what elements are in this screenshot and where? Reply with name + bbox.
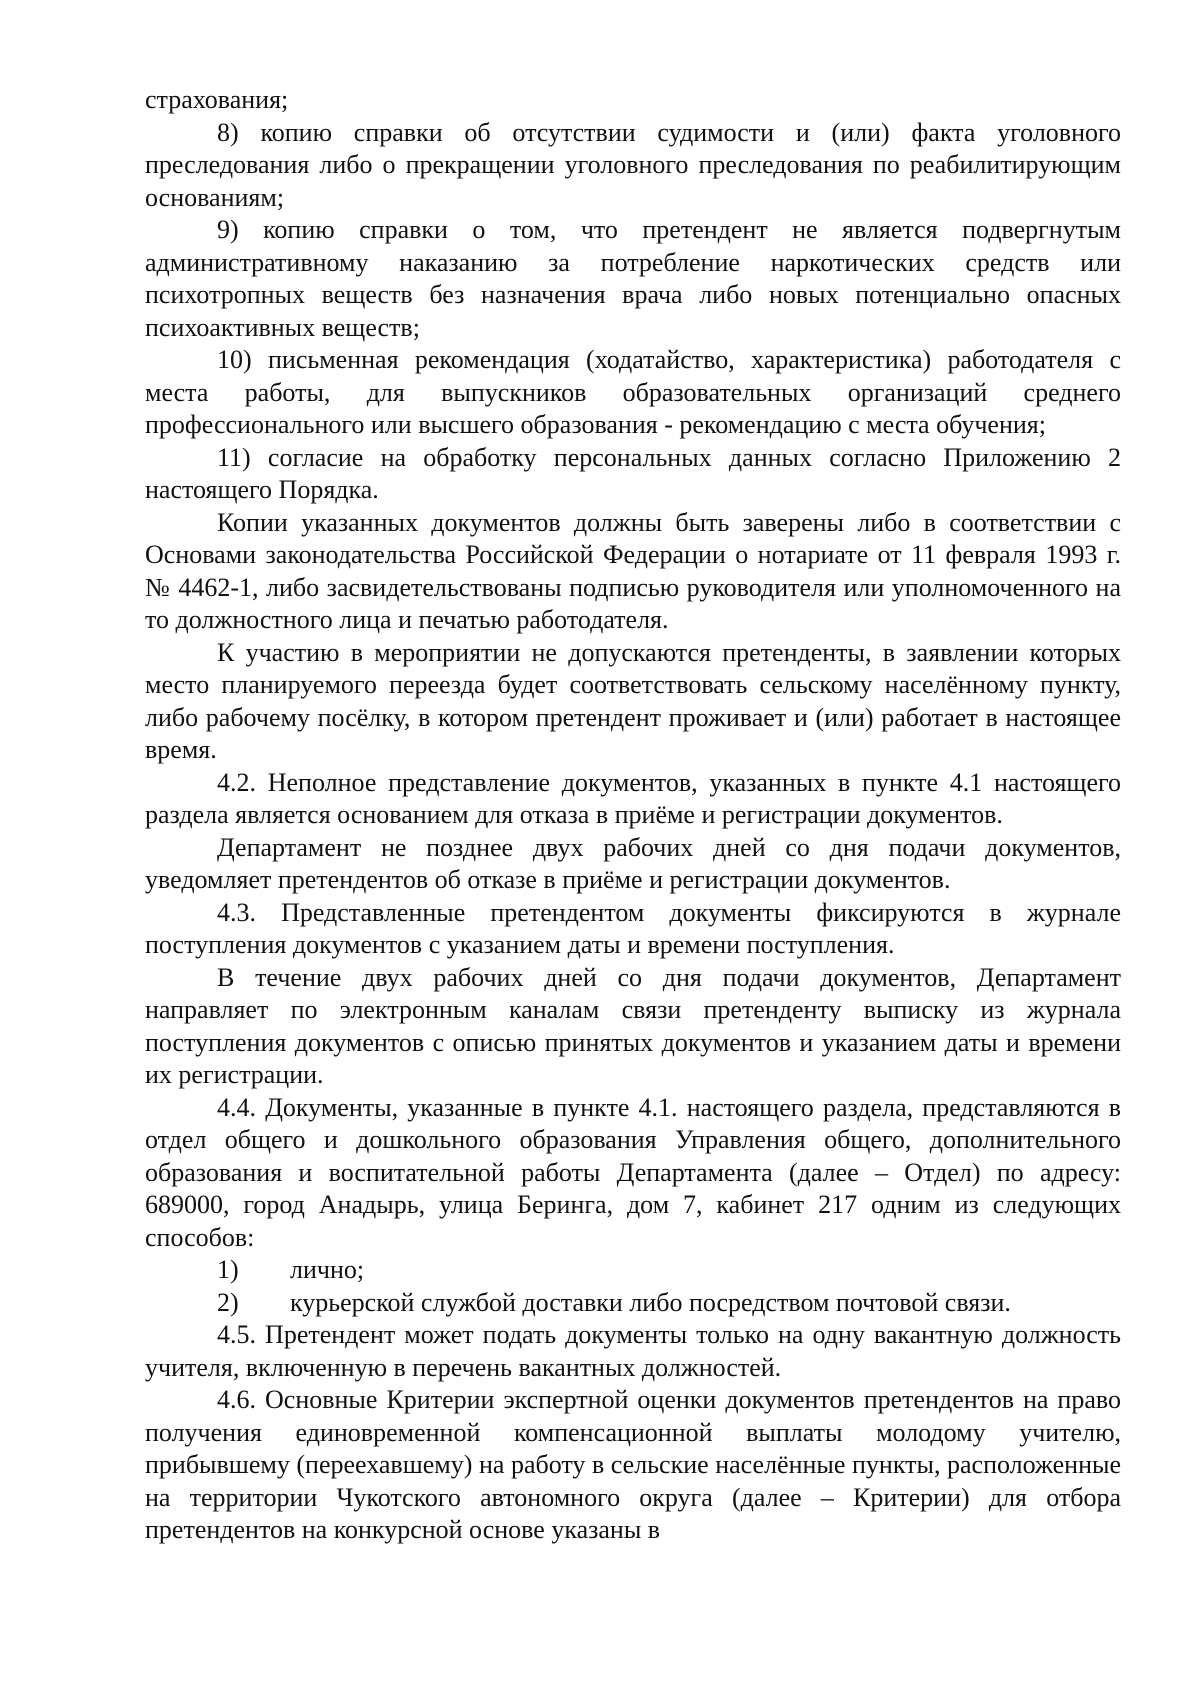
paragraph-section-4-4: 4.4. Документы, указанные в пункте 4.1. настоящего раздела, представляются в отдел общего и дошкольного образования Управления общего, дополнительного образования и воспитательной работы Департамента (далее – Отдел) по адресу: 689000, город Анадырь, улица Беринга, дом 7, кабинет 217 одним из следующих способов:: [145, 1092, 1121, 1252]
paragraph-department-notice: Департамент не позднее двух рабочих дней со дня подачи документов, уведомляет претендентов об отказе в приёме и регистрации документов.: [145, 832, 1121, 894]
paragraph-journal-extract: В течение двух рабочих дней со дня подачи документов, Департамент направляет по электронным каналам связи претенденту выписку из журнала поступления документов с описью принятых документов и указанием даты и времени их регистрации.: [145, 962, 1121, 1089]
paragraph-insurance-end: страхования;: [145, 85, 289, 114]
document-page: [145, 84, 1121, 1547]
paragraph-item-11: 11) согласие на обработку персональных данных согласно Приложению 2 настоящего Порядка.: [145, 442, 1121, 504]
list-item-number: 1): [217, 1255, 239, 1284]
paragraph-item-9: 9) копию справки о том, что претендент не является подвергнутым административному наказанию за потребление наркотических средств или психотропных веществ без назначения врача либо новых потенциально опасных психоактивных веществ;: [145, 215, 1121, 342]
paragraph-copies-certification: Копии указанных документов должны быть заверены либо в соответствии с Основами законодательства Российской Федерации о нотариате от 11 февраля 1993 г. № 4462-1, либо засвидетельствованы подписью руководителя или уполномоченного на то должностного лица и печатью работодателя.: [145, 507, 1121, 634]
list-item-number: 2): [217, 1287, 239, 1317]
paragraph-not-admitted: К участию в мероприятии не допускаются претенденты, в заявлении которых место планируемого переезда будет соответствовать сельскому населённому пункту, либо рабочему посёлку, в котором претендент проживает и (или) работает в настоящее время.: [145, 637, 1121, 764]
list-item-text: лично;: [290, 1255, 365, 1284]
paragraph-item-10: 10) письменная рекомендация (ходатайство, характеристика) работодателя с места работы, для выпускников образовательных организаций среднего профессионального или высшего образования - рекомендацию с места обучения;: [145, 345, 1121, 439]
paragraph-section-4-5: 4.5. Претендент может подать документы только на одну вакантную должность учителя, включенную в перечень вакантных должностей.: [145, 1320, 1121, 1382]
paragraph-section-4-6: 4.6. Основные Критерии экспертной оценки документов претендентов на право получения единовременной компенсационной выплаты молодому учителю, прибывшему (переехавшему) на работу в сельские населённые пункты, расположенные на территории Чукотского автономного округа (далее – Критерии) для отбора претендентов на конкурсной основе указаны в: [145, 1385, 1121, 1544]
paragraph-section-4-2: 4.2. Неполное представление документов, указанных в пункте 4.1 настоящего раздела является основанием для отказа в приёме и регистрации документов.: [145, 767, 1121, 829]
list-item-text: курьерской службой доставки либо посредством почтовой связи.: [290, 1287, 1011, 1317]
list-item: [145, 1254, 1121, 1287]
list-item: [145, 1287, 1121, 1320]
paragraph-section-4-3: 4.3. Представленные претендентом документы фиксируются в журнале поступления документов с указанием даты и времени поступления.: [145, 897, 1121, 959]
paragraph-item-8: 8) копию справки об отсутствии судимости и (или) факта уголовного преследования либо о прекращении уголовного преследования по реабилитирующим основаниям;: [145, 117, 1121, 212]
